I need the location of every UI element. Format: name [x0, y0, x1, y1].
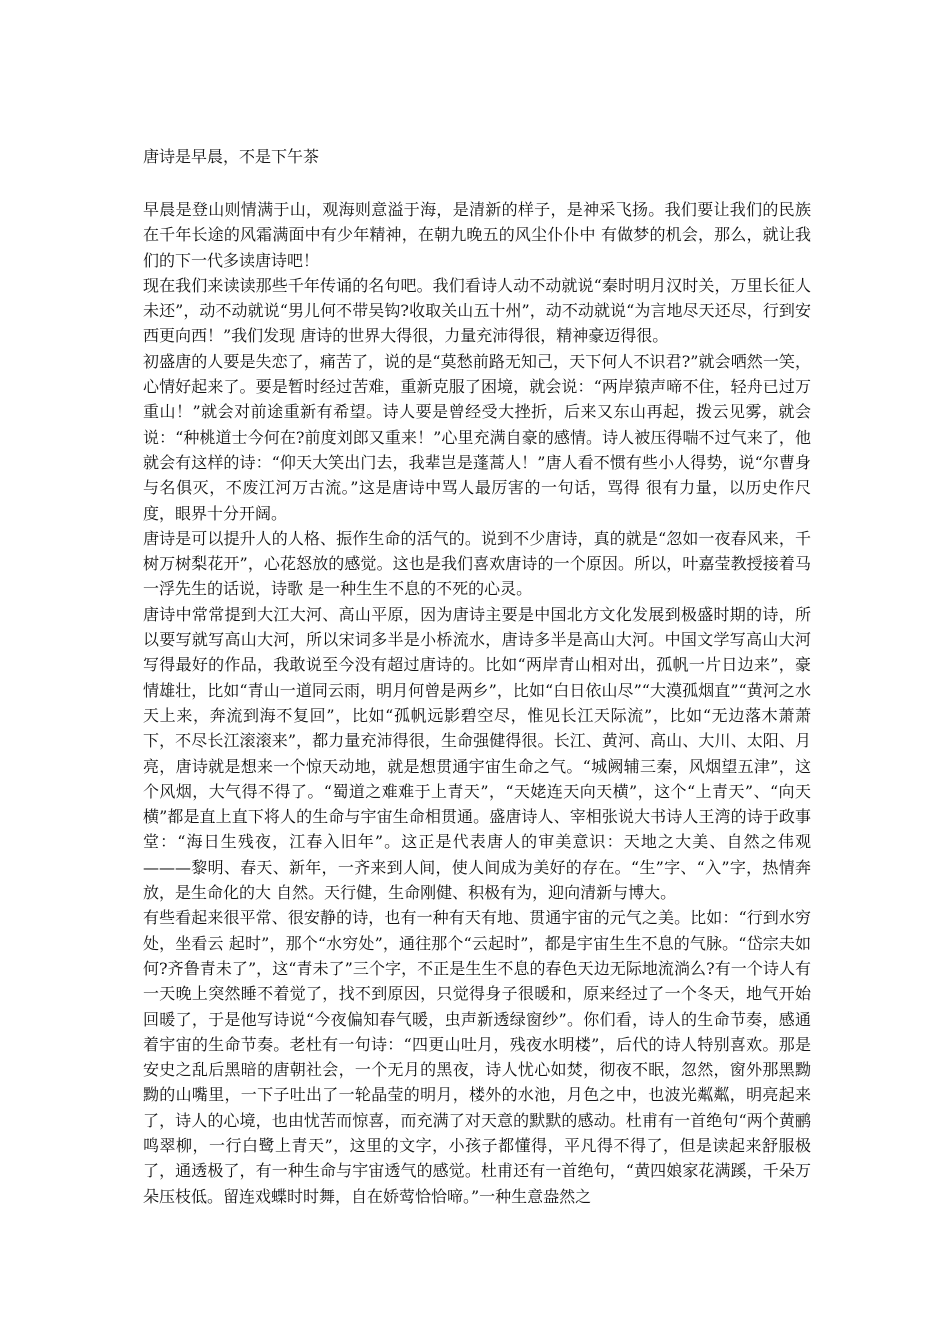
paragraph-6: 有些看起来很平常、很安静的诗，也有一种有天有地、贯通宇宙的元气之美。比如：“行到水穷处，坐看云 起时”，那个“水穷处”，通往那个“云起时”，都是宇宙生生不息的气脉。“岱宗夫如何?齐鲁青未了”，这“青未了”三个字，不正是生生不息的春色天边无际地流淌么?有一个诗人有一天晚上突然睡不着觉了，找不到原因，只觉得身子很暖和，原来经过了一个冬天，地气开始回暖了，于是他写诗说“今夜偏知春气暖，虫声新透绿窗纱”。你们看，诗人的生命节奏，感通着宇宙的生命节奏。老杜有一句诗：“四更山吐月，残夜水明楼”，后代的诗人特别喜欢。那是安史之乱后黑暗的唐朝社会，一个无月的黑夜，诗人忧心如焚，彻夜不眠，忽然，窗外那黑黝黝的山嘴里，一下子吐出了一轮晶莹的明月，楼外的水池，月色之中，也波光粼粼，明亮起来了，诗人的心境，也由忧苦而惊喜，而充满了对天意的默默的感动。杜甫有一首绝句“两个黄鹂鸣翠柳，一行白鹭上青天”，这里的文字，小孩子都懂得，平凡得不得了，但是读起来舒服极了，通透极了，有一种生命与宇宙透气的感觉。杜甫还有一首绝句，“黄四娘家花满蹊，千朵万朵压枝低。留连戏蝶时时舞，自在娇莺恰恰啼。”一种生意盎然之 [143, 908, 811, 1206]
paragraph-4: 唐诗是可以提升人的人格、振作生命的活气的。说到不少唐诗，真的就是“忽如一夜春风来，千树万树梨花开”，心花怒放的感觉。这也是我们喜欢唐诗的一个原因。所以，叶嘉莹教授接着马一浮先生的话说，诗歌 是一种生生不息的不死的心灵。 [143, 528, 811, 599]
paragraph-5: 唐诗中常常提到大江大河、高山平原，因为唐诗主要是中国北方文化发展到极盛时期的诗，所以要写就写高山大河，所以宋词多半是小桥流水，唐诗多半是高山大河。中国文学写高山大河写得最好的作品，我敢说至今没有超过唐诗的。比如“两岸青山相对出，孤帆一片日边来”，豪情雄壮，比如“青山一道同云雨，明月何曾是两乡”，比如“白日依山尽”“大漠孤烟直”“黄河之水天上来，奔流到海不复回”，比如“孤帆远影碧空尽，惟见长江天际流”，比如“无边落木萧萧下，不尽长江滚滚来”，都力量充沛得很，生命强健得很。长江、黄河、高山、大川、太阳、月亮，唐诗就是想来一个惊天动地，就是想贯通宇宙生命之气。“城阙辅三秦，风烟望五津”，这个风烟，大气得不得了。“蜀道之难难于上青天”，“天姥连天向天横”，这个“上青天”、“向天横”都是直上直下将人的生命与宇宙生命相贯通。盛唐诗人、宰相张说大书诗人王湾的诗于政事堂：“海日生残夜，江春入旧年”。这正是代表唐人的审美意识：天地之大美、自然之伟观———黎明、春天、新年，一齐来到人间，使人间成为美好的存在。“生”字、“入”字，热情奔放，是生命化的大 自然。天行健，生命刚健、积极有为，迎向清新与博大。 [143, 604, 811, 903]
paragraph-3: 初盛唐的人要是失恋了，痛苦了，说的是“莫愁前路无知己，天下何人不识君?”就会哂然一笑，心情好起来了。要是暂时经过苦难，重新克服了困境，就会说：“两岸猿声啼不住，轻舟已过万重山！”就会对前途重新有希望。诗人要是曾经受大挫折，后来又东山再起，拨云见雾，就会说：“种桃道士今何在?前度刘郎又重来！”心里充满自豪的感情。诗人被压得喘不过气来了，他就会有这样的诗：“仰天大笑出门去，我辈岂是蓬蒿人！”唐人看不惯有些小人得势，说“尔曹身与名俱灭，不废江河万古流。”这是唐诗中骂人最厉害的一句话，骂得 很有力量，以历史作尺度，眼界十分开阔。 [143, 351, 811, 523]
document-title: 唐诗是早晨，不是下午茶 [143, 147, 320, 166]
paragraph-2: 现在我们来读读那些千年传诵的名句吧。我们看诗人动不动就说“秦时明月汉时关，万里长征人未还”，动不动就说“男儿何不带吴钩?收取关山五十州”，动不动就说“为言地尽天还尽，行到安西更向西！”我们发现 唐诗的世界大得很，力量充沛得很，精神豪迈得很。 [143, 275, 811, 346]
paragraph-1: 早晨是登山则情满于山，观海则意溢于海，是清新的样子，是神采飞扬。我们要让我们的民族在千年长途的风霜满面中有少年精神，在朝九晚五的风尘仆仆中 有做梦的机会，那么，就让我们的下一代多读唐诗吧！ [143, 200, 811, 270]
document-page [143, 145, 811, 1209]
